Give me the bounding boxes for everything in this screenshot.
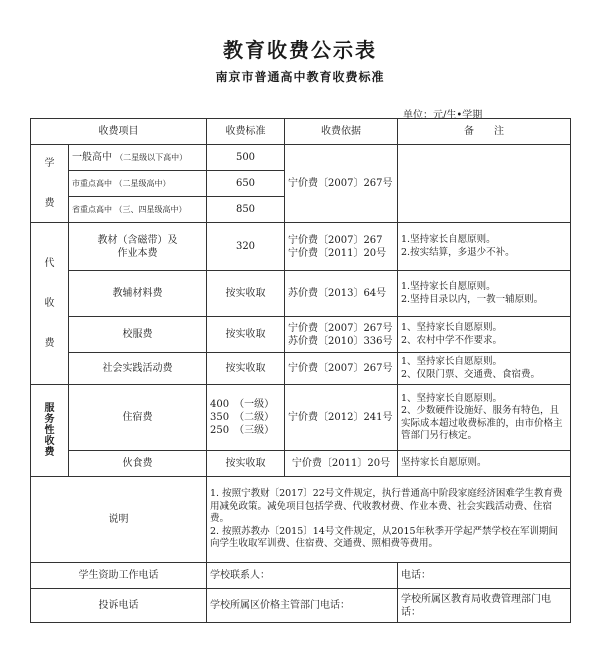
agency-standard: 按实收取 [207, 271, 285, 317]
agency-remarks: 1.坚持家长自愿原则。 2.按实结算，多退少不补。 [398, 223, 571, 271]
agency-remarks: 1、坚持家长自愿原则。 2、农村中学不作要求。 [398, 317, 571, 353]
agency-item-name: 校服费 [69, 317, 207, 353]
agency-basis: 宁价费〔2007〕267 宁价费〔2011〕20号 [285, 223, 398, 271]
page-subtitle: 南京市普通高中教育收费标准 [215, 70, 385, 84]
agency-item-name: 教材（含磁带）及 作业本费 [69, 223, 207, 271]
service-standard: 按实收取 [207, 451, 285, 477]
service-item-name: 伙食费 [69, 451, 207, 477]
table-row [31, 353, 571, 385]
tuition-item-name: 市重点高中 [72, 179, 112, 188]
header-remarks: 备 注 [398, 119, 571, 145]
tuition-group-label: 学 费 [31, 145, 69, 223]
explanation-label: 说明 [31, 477, 207, 563]
tuition-remarks [398, 145, 571, 223]
tuition-item [69, 171, 207, 197]
service-item-name: 住宿费 [69, 385, 207, 451]
agency-group-label: 代 收 费 [31, 223, 69, 385]
tuition-item [69, 145, 207, 171]
agency-remarks: 1、坚持家长自愿原则。 2、仅限门票、交通费、食宿费。 [398, 353, 571, 385]
table-row [31, 317, 571, 353]
header-basis: 收费依据 [285, 119, 398, 145]
table-row [31, 223, 571, 271]
tuition-item-name: 省重点高中 [72, 205, 112, 214]
table-header-row [31, 119, 571, 145]
service-standard: 400 （一级） 350 （二级） 250 （三级） [207, 385, 285, 451]
complaint-price-dept: 学校所属区价格主管部门电话： [207, 589, 398, 623]
agency-standard: 按实收取 [207, 317, 285, 353]
tuition-standard: 650 [207, 171, 285, 197]
tuition-standard: 850 [207, 197, 285, 223]
aid-phone-label: 学生资助工作电话 [31, 563, 207, 589]
agency-basis: 宁价费〔2007〕267号 苏价费〔2010〕336号 [285, 317, 398, 353]
table-row [31, 589, 571, 623]
table-row [31, 451, 571, 477]
agency-basis: 苏价费〔2013〕64号 [285, 271, 398, 317]
service-basis: 宁价费〔2011〕20号 [285, 451, 398, 477]
header-item: 收费项目 [31, 119, 207, 145]
fee-table [30, 118, 571, 623]
table-row [31, 477, 571, 563]
table-row [31, 271, 571, 317]
service-remarks: 坚持家长自愿原则。 [398, 451, 571, 477]
header-standard: 收费标准 [207, 119, 285, 145]
agency-item-name: 社会实践活动费 [69, 353, 207, 385]
agency-remarks: 1.坚持家长自愿原则。 2.坚持目录以内，一教一辅原则。 [398, 271, 571, 317]
agency-item-name: 教辅材料费 [69, 271, 207, 317]
tuition-item-level: （二星级以下高中） [115, 153, 188, 162]
complaint-edu-dept: 学校所属区教育局收费管理部门电话： [398, 589, 571, 623]
table-row [31, 145, 571, 171]
service-group-label: 服 务 性 收 费 [31, 385, 69, 477]
tuition-item-level: （三、四星级高中） [114, 205, 187, 214]
table-row [31, 385, 571, 451]
aid-school-contact: 学校联系人： [207, 563, 398, 589]
page-title: 教育收费公示表 [223, 38, 377, 62]
explanation-text: 1. 按照宁教财〔2017〕22号文件规定，执行普通高中阶段家庭经济困难学生教育费用减免政策。减免项目包括学费、代收教材费、作业本费、社会实践活动费、住宿费。 2. 按照苏教办〔2015〕14号文件规定，从2015年秋季开学起严禁学校在军训期间向学生收取军训费、住宿费、交通费、照相费等费用。 [207, 477, 571, 563]
tuition-standard: 500 [207, 145, 285, 171]
complaint-phone-label: 投诉电话 [31, 589, 207, 623]
service-basis: 宁价费〔2012〕241号 [285, 385, 398, 451]
agency-standard: 按实收取 [207, 353, 285, 385]
tuition-item-level: （二星级高中） [114, 179, 171, 188]
tuition-item-name: 一般高中 [72, 152, 112, 163]
agency-basis: 宁价费〔2007〕267号 [285, 353, 398, 385]
agency-standard: 320 [207, 223, 285, 271]
unit-label: 单位：元/生•学期 [403, 110, 483, 121]
tuition-basis: 宁价费〔2007〕267号 [285, 145, 398, 223]
tuition-item [69, 197, 207, 223]
service-remarks: 1、坚持家长自愿原则。 2、少数硬件设施好、服务有特色，且实际成本超过收费标准的，由市价格主管部门另行核定。 [398, 385, 571, 451]
aid-phone-number: 电话： [398, 563, 571, 589]
table-row [31, 563, 571, 589]
